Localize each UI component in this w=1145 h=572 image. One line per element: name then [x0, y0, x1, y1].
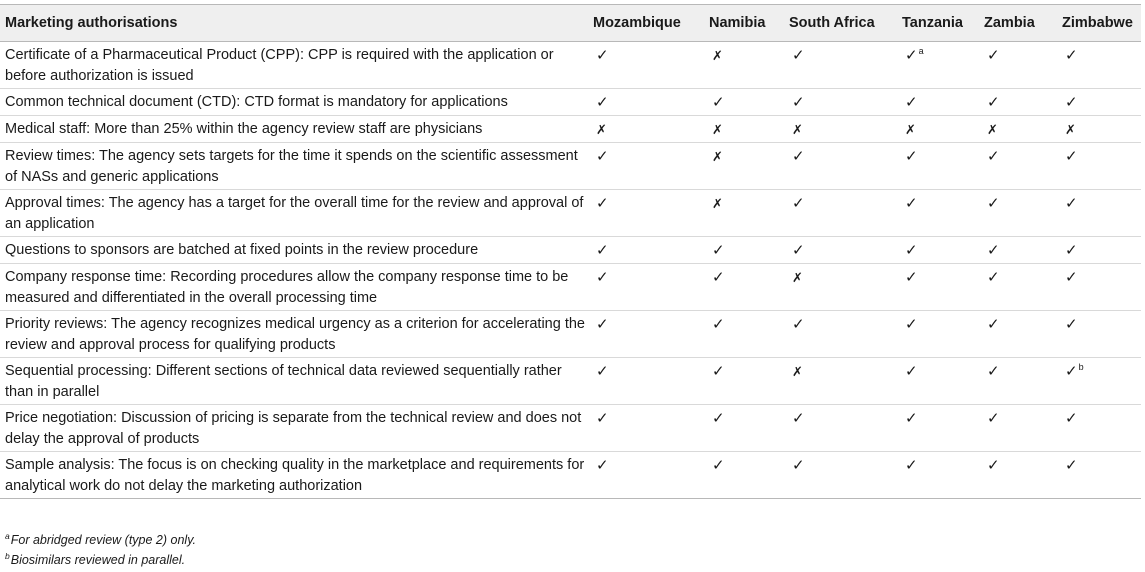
mark-cell [897, 264, 979, 311]
check-icon: ✓ [905, 47, 918, 64]
table-row [0, 237, 1141, 264]
criterion-cell: Priority reviews: The agency recognizes medical urgency as a criterion for accelerating the review and approval process for qualifying products [0, 311, 588, 358]
mark-cell [704, 452, 784, 499]
table-body [0, 42, 1141, 499]
check-icon: ✓ [1065, 242, 1078, 259]
table-row [0, 452, 1141, 499]
mark-cell [897, 190, 979, 237]
table-row [0, 89, 1141, 116]
check-icon: ✓ [987, 316, 1000, 333]
mark-cell [784, 264, 897, 311]
check-icon: ✓ [1065, 363, 1078, 380]
cross-icon: ✗ [712, 48, 723, 63]
mark-cell [784, 311, 897, 358]
check-icon: ✓ [1065, 410, 1078, 427]
mark-cell [784, 358, 897, 405]
mark-cell [588, 452, 704, 499]
table-row [0, 42, 1141, 89]
mark-cell [979, 405, 1057, 452]
mark-cell [897, 405, 979, 452]
footnote [5, 550, 196, 570]
footnote-text: Biosimilars reviewed in parallel. [10, 553, 186, 567]
footnote [5, 530, 196, 550]
check-icon: ✓ [987, 242, 1000, 259]
check-icon: ✓ [905, 457, 918, 474]
criterion-cell: Sample analysis: The focus is on checking quality in the marketplace and requirements for analytical work do not delay the marketing authorization [0, 452, 588, 499]
mark-cell [784, 237, 897, 264]
header-cell: Tanzania [897, 5, 979, 42]
mark-cell [704, 89, 784, 116]
mark-cell [1057, 452, 1141, 499]
criterion-cell: Review times: The agency sets targets for the time it spends on the scientific assessment of NASs and generic applications [0, 143, 588, 190]
check-icon: ✓ [905, 195, 918, 212]
header-cell: Zimbabwe [1057, 5, 1141, 42]
check-icon: ✓ [792, 457, 805, 474]
mark-cell [784, 89, 897, 116]
check-icon: ✓ [712, 316, 725, 333]
check-icon: ✓ [987, 363, 1000, 380]
mark-cell [979, 311, 1057, 358]
table-header-row [0, 5, 1141, 42]
mark-cell [897, 89, 979, 116]
mark-cell [588, 264, 704, 311]
check-icon: ✓ [792, 410, 805, 427]
footnote-mark: b [5, 551, 10, 561]
mark-cell [897, 358, 979, 405]
check-icon: ✓ [792, 94, 805, 111]
check-icon: ✓ [1065, 269, 1078, 286]
mark-cell [979, 116, 1057, 143]
check-icon: ✓ [987, 457, 1000, 474]
mark-cell [1057, 264, 1141, 311]
cross-icon: ✗ [596, 122, 607, 137]
cross-icon: ✗ [792, 364, 803, 379]
footnote-text: For abridged review (type 2) only. [10, 533, 197, 547]
check-icon: ✓ [596, 269, 609, 286]
check-icon: ✓ [712, 94, 725, 111]
check-icon: ✓ [987, 148, 1000, 165]
check-icon: ✓ [792, 195, 805, 212]
check-icon: ✓ [1065, 316, 1078, 333]
mark-cell [1057, 237, 1141, 264]
check-icon: ✓ [596, 410, 609, 427]
header-cell: Namibia [704, 5, 784, 42]
cross-icon: ✗ [712, 122, 723, 137]
table-row [0, 143, 1141, 190]
footnote-mark: a [5, 531, 10, 541]
check-icon: ✓ [1065, 47, 1078, 64]
mark-cell [1057, 405, 1141, 452]
mark-cell [1057, 190, 1141, 237]
check-icon: ✓ [905, 94, 918, 111]
check-icon: ✓ [1065, 94, 1078, 111]
mark-cell [1057, 311, 1141, 358]
mark-cell [897, 237, 979, 264]
footnote-marker: a [918, 46, 924, 56]
mark-cell [784, 116, 897, 143]
table-row [0, 405, 1141, 452]
mark-cell [897, 116, 979, 143]
mark-cell [784, 143, 897, 190]
cross-icon: ✗ [712, 196, 723, 211]
check-icon: ✓ [712, 269, 725, 286]
check-icon: ✓ [987, 47, 1000, 64]
cross-icon: ✗ [987, 122, 998, 137]
check-icon: ✓ [712, 363, 725, 380]
mark-cell [1057, 42, 1141, 89]
table-row [0, 311, 1141, 358]
header-cell: Zambia [979, 5, 1057, 42]
mark-cell [588, 358, 704, 405]
check-icon: ✓ [987, 94, 1000, 111]
check-icon: ✓ [596, 457, 609, 474]
mark-cell [1057, 89, 1141, 116]
mark-cell [979, 42, 1057, 89]
mark-cell [704, 116, 784, 143]
cross-icon: ✗ [792, 270, 803, 285]
header-cell: Marketing authorisations [0, 5, 588, 42]
mark-cell [704, 358, 784, 405]
table-row [0, 264, 1141, 311]
check-icon: ✓ [1065, 148, 1078, 165]
criterion-cell: Medical staff: More than 25% within the agency review staff are physicians [0, 116, 588, 143]
mark-cell [897, 452, 979, 499]
mark-cell [588, 89, 704, 116]
mark-cell [979, 452, 1057, 499]
check-icon: ✓ [596, 148, 609, 165]
check-icon: ✓ [905, 410, 918, 427]
mark-cell [979, 264, 1057, 311]
mark-cell [784, 42, 897, 89]
check-icon: ✓ [905, 242, 918, 259]
check-icon: ✓ [905, 148, 918, 165]
criterion-cell: Approval times: The agency has a target for the overall time for the review and approval of an application [0, 190, 588, 237]
mark-cell [979, 143, 1057, 190]
check-icon: ✓ [792, 316, 805, 333]
mark-cell [979, 358, 1057, 405]
cross-icon: ✗ [712, 149, 723, 164]
mark-cell [704, 405, 784, 452]
check-icon: ✓ [596, 94, 609, 111]
check-icon: ✓ [905, 316, 918, 333]
footnotes [5, 530, 196, 570]
mark-cell [704, 42, 784, 89]
criterion-cell: Common technical document (CTD): CTD format is mandatory for applications [0, 89, 588, 116]
check-icon: ✓ [792, 242, 805, 259]
table-row [0, 116, 1141, 143]
mark-cell [979, 190, 1057, 237]
check-icon: ✓ [596, 47, 609, 64]
check-icon: ✓ [596, 316, 609, 333]
mark-cell [784, 190, 897, 237]
mark-cell [979, 89, 1057, 116]
mark-cell [784, 405, 897, 452]
table-row [0, 358, 1141, 405]
header-cell: South Africa [784, 5, 897, 42]
criterion-cell: Price negotiation: Discussion of pricing is separate from the technical review and does not delay the approval of products [0, 405, 588, 452]
check-icon: ✓ [596, 195, 609, 212]
mark-cell [1057, 116, 1141, 143]
mark-cell [1057, 358, 1141, 405]
check-icon: ✓ [1065, 195, 1078, 212]
check-icon: ✓ [905, 269, 918, 286]
check-icon: ✓ [792, 47, 805, 64]
mark-cell [704, 264, 784, 311]
marketing-authorisations-table [0, 4, 1141, 499]
mark-cell [588, 143, 704, 190]
mark-cell [704, 237, 784, 264]
mark-cell [588, 42, 704, 89]
check-icon: ✓ [987, 410, 1000, 427]
check-icon: ✓ [712, 457, 725, 474]
check-icon: ✓ [987, 269, 1000, 286]
mark-cell [588, 311, 704, 358]
mark-cell [704, 190, 784, 237]
check-icon: ✓ [596, 242, 609, 259]
check-icon: ✓ [596, 363, 609, 380]
table-row [0, 190, 1141, 237]
check-icon: ✓ [987, 195, 1000, 212]
criterion-cell: Questions to sponsors are batched at fixed points in the review procedure [0, 237, 588, 264]
check-icon: ✓ [905, 363, 918, 380]
mark-cell [979, 237, 1057, 264]
mark-cell [588, 405, 704, 452]
mark-cell [897, 311, 979, 358]
mark-cell [897, 42, 979, 89]
mark-cell [588, 237, 704, 264]
check-icon: ✓ [712, 242, 725, 259]
check-icon: ✓ [712, 410, 725, 427]
mark-cell [704, 143, 784, 190]
cross-icon: ✗ [792, 122, 803, 137]
check-icon: ✓ [1065, 457, 1078, 474]
criterion-cell: Sequential processing: Different sections of technical data reviewed sequentially rather than in parallel [0, 358, 588, 405]
mark-cell [1057, 143, 1141, 190]
cross-icon: ✗ [905, 122, 916, 137]
cross-icon: ✗ [1065, 122, 1076, 137]
criterion-cell: Company response time: Recording procedures allow the company response time to be measured and differentiated in the overall processing time [0, 264, 588, 311]
mark-cell [588, 116, 704, 143]
mark-cell [784, 452, 897, 499]
mark-cell [897, 143, 979, 190]
criterion-cell: Certificate of a Pharmaceutical Product (CPP): CPP is required with the application or before authorization is issued [0, 42, 588, 89]
footnote-marker: b [1078, 362, 1084, 372]
check-icon: ✓ [792, 148, 805, 165]
mark-cell [588, 190, 704, 237]
header-cell: Mozambique [588, 5, 704, 42]
mark-cell [704, 311, 784, 358]
